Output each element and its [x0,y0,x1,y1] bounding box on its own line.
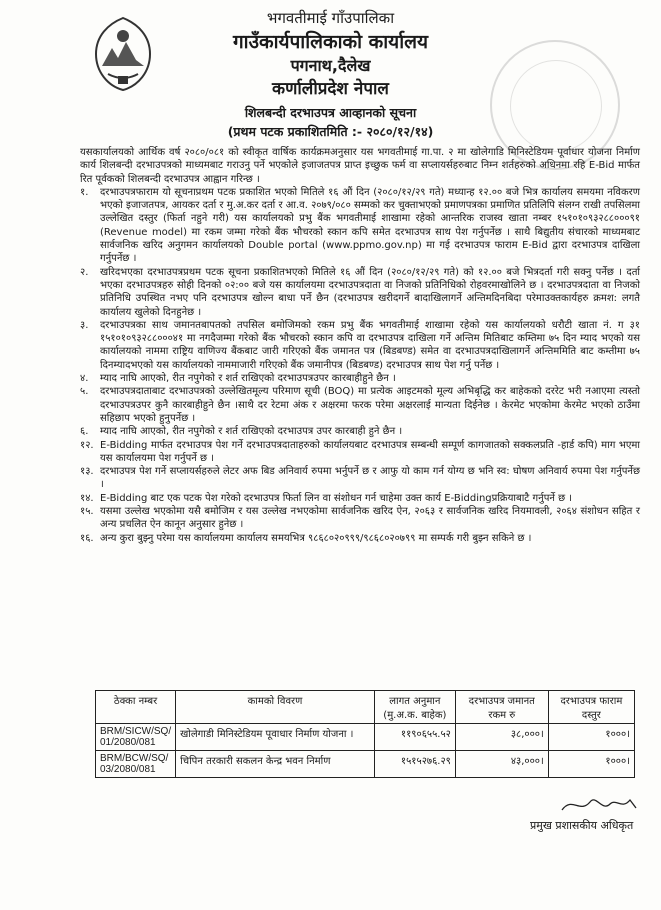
table-row [96,724,635,751]
form-fee: १०००। [548,751,634,778]
col-header-cost-estimate: लागत अनुमान (मु.अ.क. बाहेक) [374,691,455,724]
condition-item [80,532,640,545]
condition-item [80,385,640,425]
table-header-row [96,691,635,724]
conditions-list [80,186,640,545]
cost-estimate: ११९०६५५.५२ [374,724,455,751]
office-location: पगनाथ,दैलेख [290,56,371,75]
condition-number: १४. [80,492,94,504]
cost-estimate: १५१५२७६.२९ [374,751,455,778]
contract-no: BRM/SICW/SQ/ 01/2080/081 [96,724,176,751]
condition-text: E-Bidding बाट एक पटक पेश गरेको दरभाउपत्र फिर्ता लिन वा संशोधन गर्न चाहेमा उक्त कार्य E-Biddingप्रक्रियाबाटै गर्नुपर्ने छ । [100,492,573,504]
condition-text: E-Bidding मार्फत दरभाउपत्र पेश गर्ने दरभाउपत्रदाताहरुको कार्यालयबाट दरभाउपत्र सम्बन्धी सम्पूर्ण कागजातको सक्कलप्रति -हार्ड कपि) माग भएमा यस कार्यालयमा पेश गर्नुपर्ने छ । [100,439,640,464]
col-header-bid-security: दरभाउपत्र जमानत रकम रु [455,691,548,724]
notice-title: शिलबन्दी दरभाउपत्र आव्हानको सूचना [244,105,417,120]
work-description: खोलेगाडी मिनिस्टेडियम पूवाधार निर्माण योजना । [176,724,375,751]
condition-text: दरभाउपत्रका साथ जमानतबापतको तपसिल बमोजिमको रकम प्रभु बैंक भगवतीमाई शाखामा रहेको यस कार्यालयको धरौटी खाता नं. ग ३१ १५१०१०९३२८८०००४१ मा नगदैजम्मा गरेको बैंक भौचरको स्कान कपि वा दरभाउपत्र दाखिला गर्ने अन्तिम मितिबाट कम्तिमा ७५ दिन म्याद भएको यस कार्यालयको नाममा राष्ट्रिय वाणिज्य बैंकबाट जारी गरिएको बैंक जमानत पत्र (बिडबण्ड) समेत वा दरभाउपत्रदाखिलागर्ने अन्तिममिति बाट कम्तीमा ७५ दिनम्यादभएको यस कार्यालयको नाममाजारी गरिएको बैंक जमानीपत्र (बिडबण्ड) दरभाउपत्र साथ पेश गर्नु पर्नेछ । [100,319,640,371]
condition-text: म्याद नाघि आएको, रीत नपुगेको र शर्त राखिएको दरभाउपत्रउपर कारबाहीहुने छैन । [100,373,396,385]
col-header-work-description: कामको विवरण [176,691,375,724]
contract-no: BRM/BCW/SQ/ 03/2080/081 [96,751,176,778]
condition-item [80,319,640,372]
condition-number: ६. [80,426,89,438]
work-description: चिपिन तरकारी सकलन केन्द्र भवन निर्माण [176,751,375,778]
condition-item [80,492,640,505]
condition-number: २. [80,266,89,278]
condition-text: यसमा उल्लेख भएकोमा यसै बमोजिम र यस उल्लेख नभएकोमा सार्वजनिक खरिद ऐन, २०६३ र सार्वजनिक खरिद नियमावली, २०६४ संशोधन सहित र अन्य प्रचलित ऐन कानून अनुसार हुनेछ । [100,506,640,531]
condition-text: खरिदभएका दरभाउपत्रप्रथम पटक सूचना प्रकाशितभएको मितिले १६ औं दिन (२०८०/१२/२९ गते) को १२.०० बजे भित्रदर्ता गरी सक्नु पर्नेछ । दर्ता भएका दरभाउपत्रहरु सोही दिनको ०२:०० बजे यस कार्यालयमा दरभाउपत्रदाता वा निजको प्रतिनिधिको रोहवरमाखोलिने छ । दरभाउपत्रदाता वा निजको प्रतिनिधि उपस्थित नभए पनि दरभाउपत्र खोल्न बाधा पर्ने छैन (दरभाउपत्र खरीदगर्ने बादाखिलागर्ने अन्तिमदिनबिदा परेमाउक्तकार्यहरु क्रमश: लगतै कार्यालय खुलेको दिनहुनेछ । [100,266,640,318]
bid-security: ४३,०००। [455,751,548,778]
signer-title: प्रमुख प्रशासकीय अधिकृत [530,819,634,832]
intro-paragraph: यसकार्यालयको आर्थिक वर्ष २०८०/०८१ को स्वीकृत वार्षिक कार्यक्रमअनुसार यस भगवतीमाई गा.पा. २ मा खोलेगाडि मिनिस्टेडियम पूर्वाधार योजना निर्माण कार्य शिलबन्दी दरभाउपत्रको माध्यमबाट गराउनु पर्ने भएकोले इजाजतपत्र प्राप्त इच्छुक फर्म वा सप्लायर्सहरुबाट निम्न शर्तहरुको अधिनमा रहि E-Bid मार्फत रित पूर्वकको शिलबन्दी दरभाउपत्र आह्वान गरिन्छ । [80,147,640,185]
publish-date: (प्रथम पटक प्रकाशितमिति :- २०८०/१२/१४) [227,124,434,139]
condition-number: १. [80,186,89,198]
col-header-form-fee: दरभाउपत्र फाराम दस्तुर [548,691,634,724]
form-fee: १०००। [548,724,634,751]
condition-item [80,465,640,492]
condition-number: ३. [80,319,89,331]
condition-item [80,439,640,466]
condition-number: १३. [80,466,94,478]
condition-item [80,505,640,532]
condition-text: दरभाउपत्र पेश गर्ने सप्लायर्सहरुले लेटर अफ बिड अनिवार्य रुपमा भर्नुपर्ने छ र आफु यो काम गर्न योग्य छ भनि स्व: घोषण अनिवार्य रुपमा पेश गर्नुपर्नेछ । [100,466,640,491]
col-header-contract-no: ठेक्का नम्बर [96,691,176,724]
condition-item [80,425,640,438]
condition-item [80,186,640,266]
municipality-name: भगवतीमाई गाँउपालिका [266,9,395,27]
bid-security: ३८,०००। [455,724,548,751]
tender-table [95,690,635,778]
table-row [96,751,635,778]
condition-item [80,372,640,385]
condition-number: १५. [80,506,94,518]
condition-text: दरभाउपत्रफाराम यो सूचनाप्रथम पटक प्रकाशित भएको मितिले १६ औं दिन (२०८०/१२/२९ गते) मध्यान्ह १२.०० बजे भित्र कार्यालय समयमा नविकरण भएको इजाजतपत्र, आयकर दर्ता र मु.अ.कर दर्ता र आ.व. २०७९/०८० सम्मको कर चुक्ताभएको प्रमाणपत्रका प्रमाणित प्रतिलिपि संलग्न राखी तपसिलमा उल्लेखित दस्तुर (फिर्ता नहुने गरी) यस कार्यालयको प्रभु बैंक भगवतीमाई शाखामा रहेको आन्तरिक राजस्व खाता नम्बर १५१०१०९३२८८०००९१ (Revenue model) मा रकम जम्मा गरेको बैंक भौचरको स्कान कपि समेत दरभाउपत्र साथ पेश गर्नुपर्नेछ । साथै बिद्युतीय संचारको माध्यमबाट सार्वजनिक खरिद अनुगमन कार्यालयको Double portal (www.ppmo.gov.np) मा गई दरभाउपत्र फाराम E-Bid द्वारा दरभाउपत्र दाखिला गर्नुपर्नेछ । [100,186,640,265]
condition-text: म्याद नाघि आएको, रीत नपुगेको र शर्त राखिएको दरभाउपत्र उपर कारबाही हुने छैन । [100,426,403,438]
condition-number: १२. [80,439,94,451]
handwritten-signature [560,790,640,818]
office-name: गाउँकार्यपालिकाको कार्यालय [232,31,429,53]
condition-number: ४. [80,373,89,385]
province-name: कर्णालीप्रदेश नेपाल [272,79,389,99]
condition-item [80,266,640,319]
condition-text: अन्य कुरा बुझ्नु परेमा यस कार्यालयमा कार्यालय समयभित्र ९८६८०२०९९९/९८६८०२०७९९ मा सम्पर्क गरी बुझ्न सकिने छ । [100,532,532,544]
condition-number: १६. [80,532,94,544]
condition-text: दरभाउपत्रदाताबाट दरभाउपत्रको उल्लेखितमूल्य परिमाण सूची (BOQ) मा प्रत्येक आइटमको मूल्य अभिबृद्धि कर बाहेकको दररेट भरी नआएमा त्यस्तो दरभाउपत्रउपर कुनै कारबाहीहुने छैन ।साथै दर रेटमा अंक र अक्षरमा फरक परेमा अक्षरलाई मान्यता दिईनेछ । केरमेट भएकोमा केरमेट भएको ठाउँमा सहिछाप भएको हुनुपर्नेछ । [100,386,640,424]
notice-body [80,146,640,545]
condition-number: ५. [80,386,89,398]
